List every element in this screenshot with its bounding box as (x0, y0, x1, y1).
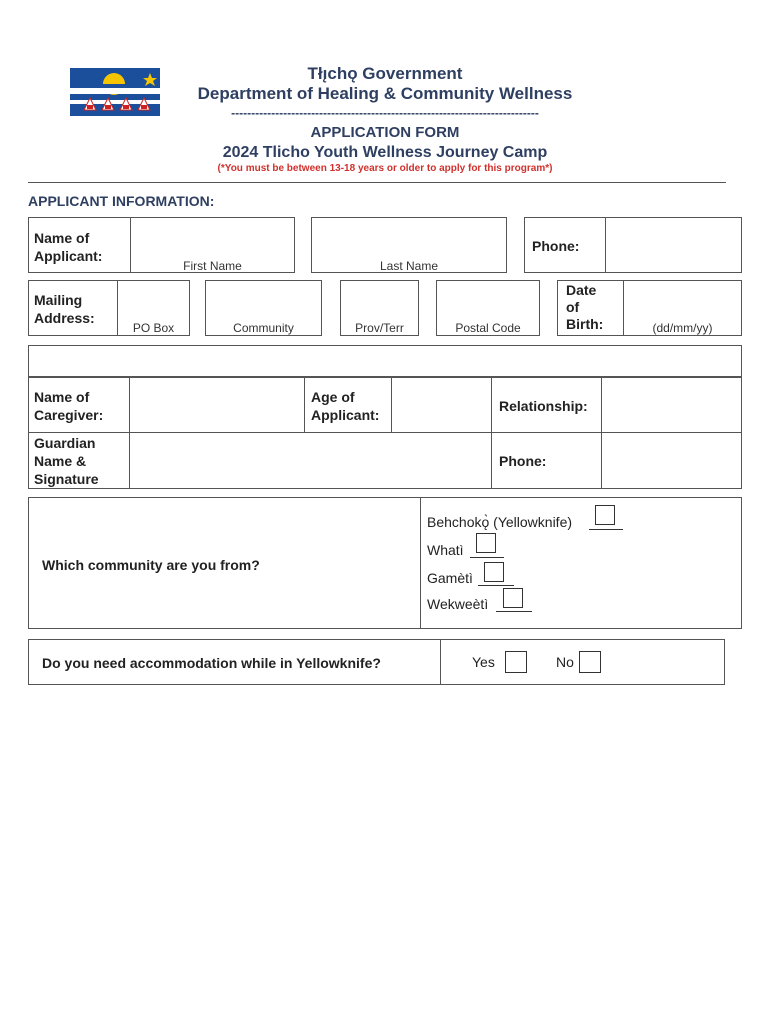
option-behchoko-checkbox[interactable] (595, 505, 615, 525)
option-behchoko-underline (589, 529, 623, 530)
guardian-label: Guardian Name & Signature (34, 435, 99, 487)
department-name: Department of Healing & Community Wellness (197, 84, 573, 103)
name-of-applicant-label: Name of Applicant: (34, 230, 103, 264)
option-wekweeti-label: Wekweètì (427, 596, 489, 612)
community-caption: Community (233, 321, 294, 335)
address-line-field[interactable] (28, 345, 742, 377)
date-of-birth-label: Date of Birth: (566, 282, 604, 332)
option-whati-underline (470, 557, 504, 558)
org-name: Tłı̨chǫ Government (307, 64, 463, 83)
header-divider: ----------------------------------------------------------------------------- (231, 106, 539, 120)
age-field[interactable] (391, 377, 492, 433)
first-name-caption: First Name (183, 259, 242, 273)
program-title: 2024 Tlicho Youth Wellness Journey Camp (222, 144, 548, 161)
phone-field[interactable] (605, 217, 742, 273)
postal-code-caption: Postal Code (455, 321, 521, 335)
option-behchoko-label: Behchokǫ̀ (Yellowknife) (427, 514, 573, 530)
option-gameti-checkbox[interactable] (484, 562, 504, 582)
option-wekweeti-underline (496, 611, 532, 612)
community-question: Which community are you from? (42, 557, 260, 573)
option-wekweeti-checkbox[interactable] (503, 588, 523, 608)
section-title: APPLICANT INFORMATION: (28, 193, 215, 209)
guardian-signature-field[interactable] (129, 432, 492, 489)
accommodation-yes-label: Yes (472, 654, 495, 670)
po-box-caption: PO Box (132, 321, 175, 335)
age-of-applicant-label: Age of Applicant: (311, 389, 380, 423)
accommodation-no-checkbox[interactable] (579, 651, 601, 673)
option-gameti-label: Gamètì (427, 570, 473, 586)
option-whati-checkbox[interactable] (476, 533, 496, 553)
option-gameti-underline (478, 585, 514, 586)
relationship-field[interactable] (601, 377, 742, 433)
caregiver-name-field[interactable] (129, 377, 305, 433)
guardian-phone-field[interactable] (601, 432, 742, 489)
accommodation-no-label: No (556, 654, 574, 670)
guardian-phone-label: Phone: (499, 453, 547, 469)
last-name-caption: Last Name (379, 259, 439, 273)
prov-terr-caption: Prov/Terr (355, 321, 404, 335)
caregiver-label: Name of Caregiver: (34, 389, 104, 423)
phone-label: Phone: (532, 238, 580, 254)
header-rule (28, 182, 726, 183)
age-requirement-note: (*You must be between 13-18 years or older to apply for this program*) (217, 163, 553, 174)
relationship-label: Relationship: (499, 398, 588, 414)
option-whati-label: Whatì (427, 542, 464, 558)
accommodation-question: Do you need accommodation while in Yellowknife? (42, 655, 381, 671)
form-title: APPLICATION FORM (310, 124, 460, 141)
accommodation-yes-checkbox[interactable] (505, 651, 527, 673)
tlicho-flag-logo (70, 68, 160, 116)
mailing-address-label: Mailing Address: (34, 292, 95, 326)
dob-format-caption: (dd/mm/yy) (652, 321, 713, 335)
